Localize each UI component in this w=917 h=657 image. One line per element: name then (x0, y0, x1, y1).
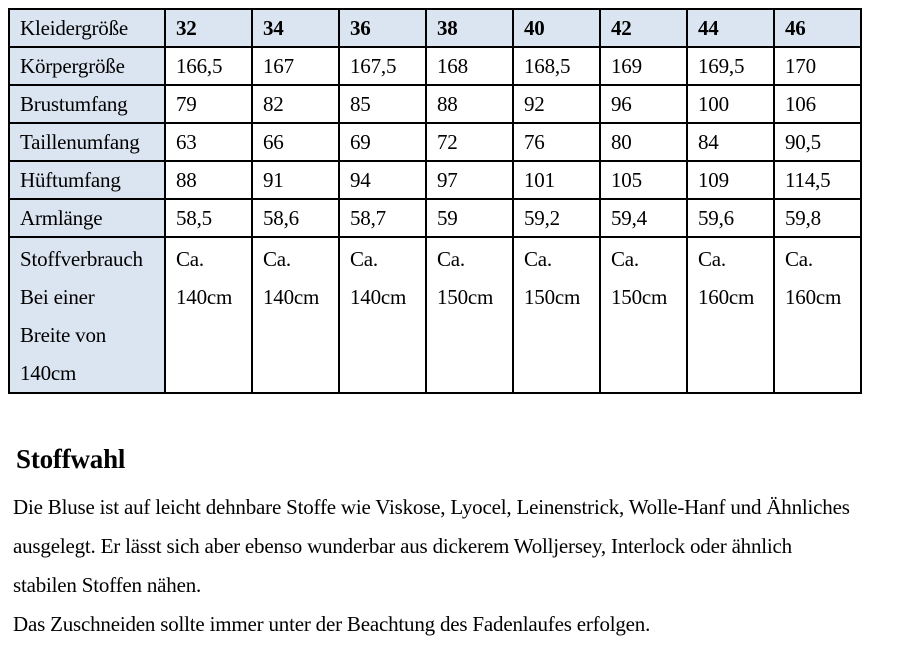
value-cell: 76 (513, 123, 600, 161)
value-cell: 58,5 (165, 199, 252, 237)
row-label: Hüftumfang (9, 161, 165, 199)
size-header-34: 34 (252, 9, 339, 47)
fabric-value-line: Ca. (437, 247, 465, 271)
value-cell: 168 (426, 47, 513, 85)
fabric-value-line: 150cm (524, 285, 581, 309)
value-cell: 169,5 (687, 47, 774, 85)
fabric-value-cell (687, 237, 774, 393)
paragraph-line-2: ausgelegt. Er lässt sich aber ebenso wunderbar aus dickerem Wolljersey, Interlock oder ähnlich (13, 534, 792, 558)
fabric-label-line: Breite von (20, 323, 107, 347)
value-cell: 96 (600, 85, 687, 123)
value-cell: 88 (426, 85, 513, 123)
size-header-36: 36 (339, 9, 426, 47)
table-row (9, 47, 861, 85)
fabric-value-line: Ca. (524, 247, 552, 271)
fabric-value-cell (426, 237, 513, 393)
value-cell: 167 (252, 47, 339, 85)
table-header-row (9, 9, 861, 47)
fabric-value-line: 140cm (350, 285, 407, 309)
fabric-label-line: Bei einer (20, 285, 95, 309)
value-cell: 106 (774, 85, 861, 123)
size-header-46: 46 (774, 9, 861, 47)
fabric-label-line: 140cm (20, 361, 77, 385)
table-row (9, 161, 861, 199)
fabric-label-line: Stoffverbrauch (20, 247, 143, 271)
value-cell: 170 (774, 47, 861, 85)
value-cell: 92 (513, 85, 600, 123)
value-cell: 90,5 (774, 123, 861, 161)
fabric-value-line: Ca. (698, 247, 726, 271)
size-table (8, 8, 862, 394)
size-header-32: 32 (165, 9, 252, 47)
value-cell: 59,2 (513, 199, 600, 237)
value-cell: 166,5 (165, 47, 252, 85)
fabric-value-line: Ca. (611, 247, 639, 271)
value-cell: 72 (426, 123, 513, 161)
table-row (9, 85, 861, 123)
fabric-value-line: 150cm (611, 285, 668, 309)
value-cell: 69 (339, 123, 426, 161)
row-label: Taillenumfang (9, 123, 165, 161)
value-cell: 58,7 (339, 199, 426, 237)
value-cell: 85 (339, 85, 426, 123)
fabric-value-cell (252, 237, 339, 393)
value-cell: 59,4 (600, 199, 687, 237)
fabric-value-line: Ca. (176, 247, 204, 271)
fabric-value-line: Ca. (263, 247, 291, 271)
value-cell: 114,5 (774, 161, 861, 199)
value-cell: 59 (426, 199, 513, 237)
value-cell: 59,8 (774, 199, 861, 237)
section-heading: Stoffwahl (16, 444, 126, 474)
value-cell: 109 (687, 161, 774, 199)
value-cell: 79 (165, 85, 252, 123)
paragraph-line-4: Das Zuschneiden sollte immer unter der Beachtung des Fadenlaufes erfolgen. (13, 612, 651, 636)
fabric-value-line: 140cm (176, 285, 233, 309)
value-cell: 168,5 (513, 47, 600, 85)
size-header-40: 40 (513, 9, 600, 47)
value-cell: 101 (513, 161, 600, 199)
value-cell: 97 (426, 161, 513, 199)
value-cell: 167,5 (339, 47, 426, 85)
row-label: Armlänge (9, 199, 165, 237)
value-cell: 84 (687, 123, 774, 161)
fabric-value-cell (600, 237, 687, 393)
corner-cell-kleidergroesse: Kleidergröße (9, 9, 165, 47)
size-header-44: 44 (687, 9, 774, 47)
fabric-value-line: Ca. (785, 247, 813, 271)
paragraph-line-1: Die Bluse ist auf leicht dehnbare Stoffe wie Viskose, Lyocel, Leinenstrick, Wolle-Hanf und Ähnliches (13, 495, 850, 519)
value-cell: 59,6 (687, 199, 774, 237)
fabric-value-line: 160cm (785, 285, 842, 309)
fabric-row-label (9, 237, 165, 393)
fabric-value-line: 140cm (263, 285, 320, 309)
fabric-consumption-row (9, 237, 861, 393)
fabric-value-line: Ca. (350, 247, 378, 271)
table-row (9, 199, 861, 237)
fabric-value-cell (513, 237, 600, 393)
value-cell: 94 (339, 161, 426, 199)
fabric-value-line: 150cm (437, 285, 494, 309)
value-cell: 66 (252, 123, 339, 161)
value-cell: 63 (165, 123, 252, 161)
size-header-38: 38 (426, 9, 513, 47)
fabric-section (13, 444, 913, 644)
value-cell: 80 (600, 123, 687, 161)
value-cell: 169 (600, 47, 687, 85)
fabric-value-cell (774, 237, 861, 393)
fabric-value-line: 160cm (698, 285, 755, 309)
value-cell: 58,6 (252, 199, 339, 237)
table-row (9, 123, 861, 161)
value-cell: 91 (252, 161, 339, 199)
value-cell: 100 (687, 85, 774, 123)
fabric-value-cell (339, 237, 426, 393)
fabric-value-cell (165, 237, 252, 393)
row-label: Brustumfang (9, 85, 165, 123)
value-cell: 105 (600, 161, 687, 199)
value-cell: 82 (252, 85, 339, 123)
paragraph-line-3: stabilen Stoffen nähen. (13, 573, 202, 597)
value-cell: 88 (165, 161, 252, 199)
row-label: Körpergröße (9, 47, 165, 85)
size-header-42: 42 (600, 9, 687, 47)
